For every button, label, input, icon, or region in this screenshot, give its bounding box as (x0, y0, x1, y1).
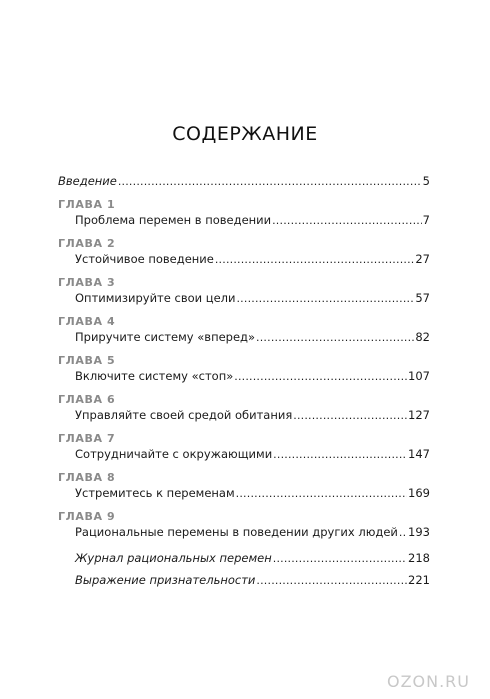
toc-page-number: 5 (422, 174, 430, 188)
dot-leader (234, 370, 407, 384)
toc-chapter-9 (58, 510, 430, 539)
dot-leader (256, 331, 414, 345)
toc-chapter-7 (58, 432, 430, 461)
toc-entry (58, 213, 430, 227)
dot-leader (236, 487, 407, 501)
toc-entry-label: Оптимизируйте свои цели (75, 291, 236, 305)
page-title: СОДЕРЖАНИЕ (172, 123, 318, 145)
toc-entry (58, 408, 430, 422)
ozon-watermark: OZON.RU (386, 672, 470, 691)
toc-page-number: 218 (408, 551, 430, 565)
dot-leader (272, 214, 422, 228)
dot-leader (293, 409, 407, 423)
chapter-label: ГЛАВА 7 (58, 432, 116, 445)
toc-page-number: 27 (415, 252, 430, 266)
chapter-label: ГЛАВА 9 (58, 510, 116, 523)
dot-leader (215, 253, 415, 267)
toc-page-number: 193 (408, 525, 430, 539)
chapter-label: ГЛАВА 3 (58, 276, 116, 289)
toc-page-number: 7 (422, 213, 430, 227)
toc-entry-journal (58, 551, 430, 565)
toc-entry (58, 252, 430, 266)
toc-entry-label: Приручите систему «вперед» (75, 330, 256, 344)
toc-entry-label: Устойчивое поведение (75, 252, 214, 266)
toc-page-number: 127 (408, 408, 430, 422)
toc-chapter-8 (58, 471, 430, 500)
chapter-label: ГЛАВА 4 (58, 315, 116, 328)
toc-chapter-2 (58, 237, 430, 266)
chapter-label: ГЛАВА 8 (58, 471, 116, 484)
toc-entry-intro (58, 174, 430, 188)
toc-entry-label: Введение (58, 174, 117, 188)
toc-chapter-6 (58, 393, 430, 422)
toc-page-number: 82 (415, 330, 430, 344)
toc-entry-label: Устремитесь к переменам (75, 486, 235, 500)
toc-chapter-4 (58, 315, 430, 344)
dot-leader (118, 175, 422, 189)
toc-entry (58, 525, 430, 539)
toc-page-number: 57 (415, 291, 430, 305)
toc-chapter-5 (58, 354, 430, 383)
dot-leader (399, 526, 407, 540)
toc-page-number: 107 (408, 369, 430, 383)
toc-entry (58, 330, 430, 344)
toc-entry (58, 486, 430, 500)
toc-entry-label: Включите систему «стоп» (75, 369, 234, 383)
toc-entry-acknowledgements (58, 573, 430, 587)
toc-entry (58, 447, 430, 461)
toc-page-number: 147 (408, 447, 430, 461)
toc-entry-label: Управляйте своей средой обитания (75, 408, 293, 422)
dot-leader (273, 552, 407, 566)
toc-entry-label: Проблема перемен в поведении (75, 213, 272, 227)
chapter-label: ГЛАВА 1 (58, 198, 116, 211)
dot-leader (273, 448, 407, 462)
toc-closing-section (58, 551, 430, 587)
dot-leader (256, 574, 407, 588)
toc-chapter-1 (58, 198, 430, 227)
toc-entry-label: Журнал рациональных перемен (75, 551, 272, 565)
dot-leader (236, 292, 414, 306)
toc-entry-label: Рациональные перемены в поведении других людей (75, 525, 398, 539)
toc-entry-label: Сотрудничайте с окружающими (75, 447, 273, 461)
chapter-label: ГЛАВА 6 (58, 393, 116, 406)
toc-page-number: 221 (408, 573, 430, 587)
table-of-contents (58, 174, 430, 587)
chapter-label: ГЛАВА 2 (58, 237, 116, 250)
toc-entry-label: Выражение признательности (75, 573, 256, 587)
toc-entry (58, 369, 430, 383)
toc-page-number: 169 (408, 486, 430, 500)
toc-chapter-3 (58, 276, 430, 305)
toc-entry (58, 291, 430, 305)
chapter-label: ГЛАВА 5 (58, 354, 116, 367)
